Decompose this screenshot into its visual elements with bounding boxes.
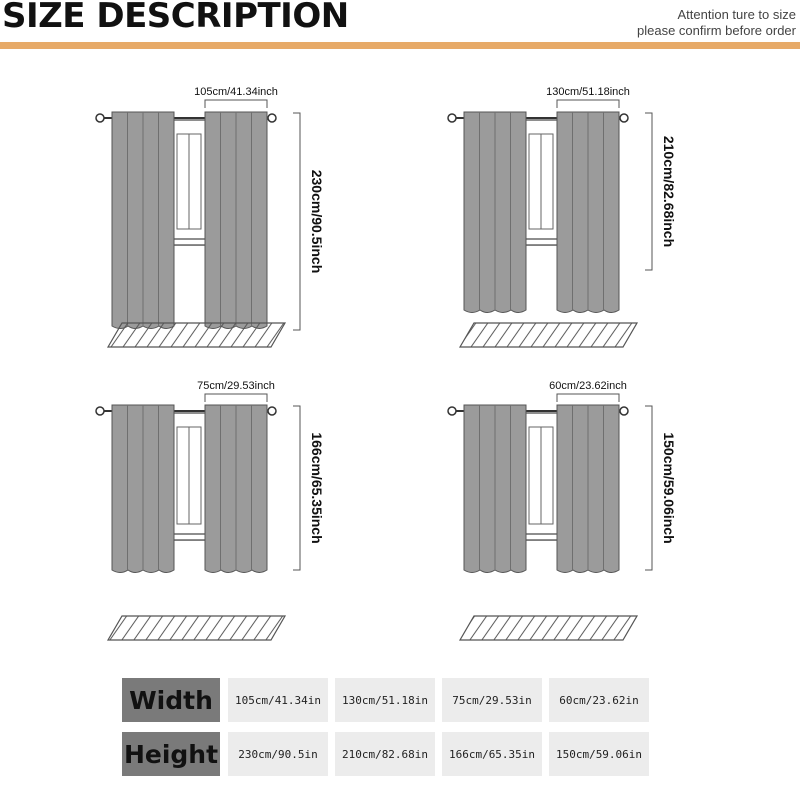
height-header: Height: [122, 732, 220, 776]
height-cell: 166cm/65.35in: [442, 732, 542, 776]
height-cell: 150cm/59.06in: [549, 732, 649, 776]
floor-hatch-icon: [108, 616, 285, 640]
height-label: 230cm/90.5inch: [309, 169, 325, 274]
height-label: 210cm/82.68inch: [661, 135, 677, 248]
width-bracket: [205, 100, 267, 108]
rod-finial-right: [268, 407, 276, 415]
width-header: Width: [122, 678, 220, 722]
floor-hatch-icon: [460, 323, 637, 347]
width-cell: 105cm/41.34in: [228, 678, 328, 722]
rod-finial-left: [448, 114, 456, 122]
curtain-diagram: [96, 86, 325, 347]
width-cell: 60cm/23.62in: [549, 678, 649, 722]
rod-finial-left: [96, 407, 104, 415]
height-bracket: [293, 406, 300, 570]
rod-finial-left: [96, 114, 104, 122]
curtain-diagram: [448, 86, 677, 347]
width-bracket: [557, 100, 619, 108]
height-label: 166cm/65.35inch: [309, 432, 325, 544]
width-label: 105cm/41.34inch: [194, 86, 278, 98]
floor-hatch-icon: [108, 323, 285, 347]
attention-line-2: please confirm before order: [637, 23, 796, 38]
curtain-diagram: [448, 380, 677, 640]
rod-finial-right: [620, 114, 628, 122]
height-bracket: [293, 113, 300, 330]
width-label: 60cm/23.62inch: [549, 380, 627, 392]
curtain-diagram: [96, 380, 325, 640]
width-label: 130cm/51.18inch: [546, 86, 630, 98]
width-label: 75cm/29.53inch: [197, 380, 275, 392]
width-cell: 130cm/51.18in: [335, 678, 435, 722]
width-cell: 75cm/29.53in: [442, 678, 542, 722]
height-bracket: [645, 406, 652, 570]
rod-finial-right: [268, 114, 276, 122]
rod-finial-left: [448, 407, 456, 415]
height-label: 150cm/59.06inch: [661, 432, 677, 544]
attention-line-1: Attention ture to size: [677, 7, 796, 22]
height-bracket: [645, 113, 652, 270]
height-cell: 210cm/82.68in: [335, 732, 435, 776]
height-cell: 230cm/90.5in: [228, 732, 328, 776]
page-title: SIZE DESCRIPTION: [2, 0, 349, 36]
rod-finial-right: [620, 407, 628, 415]
width-bracket: [205, 394, 267, 402]
width-bracket: [557, 394, 619, 402]
floor-hatch-icon: [460, 616, 637, 640]
